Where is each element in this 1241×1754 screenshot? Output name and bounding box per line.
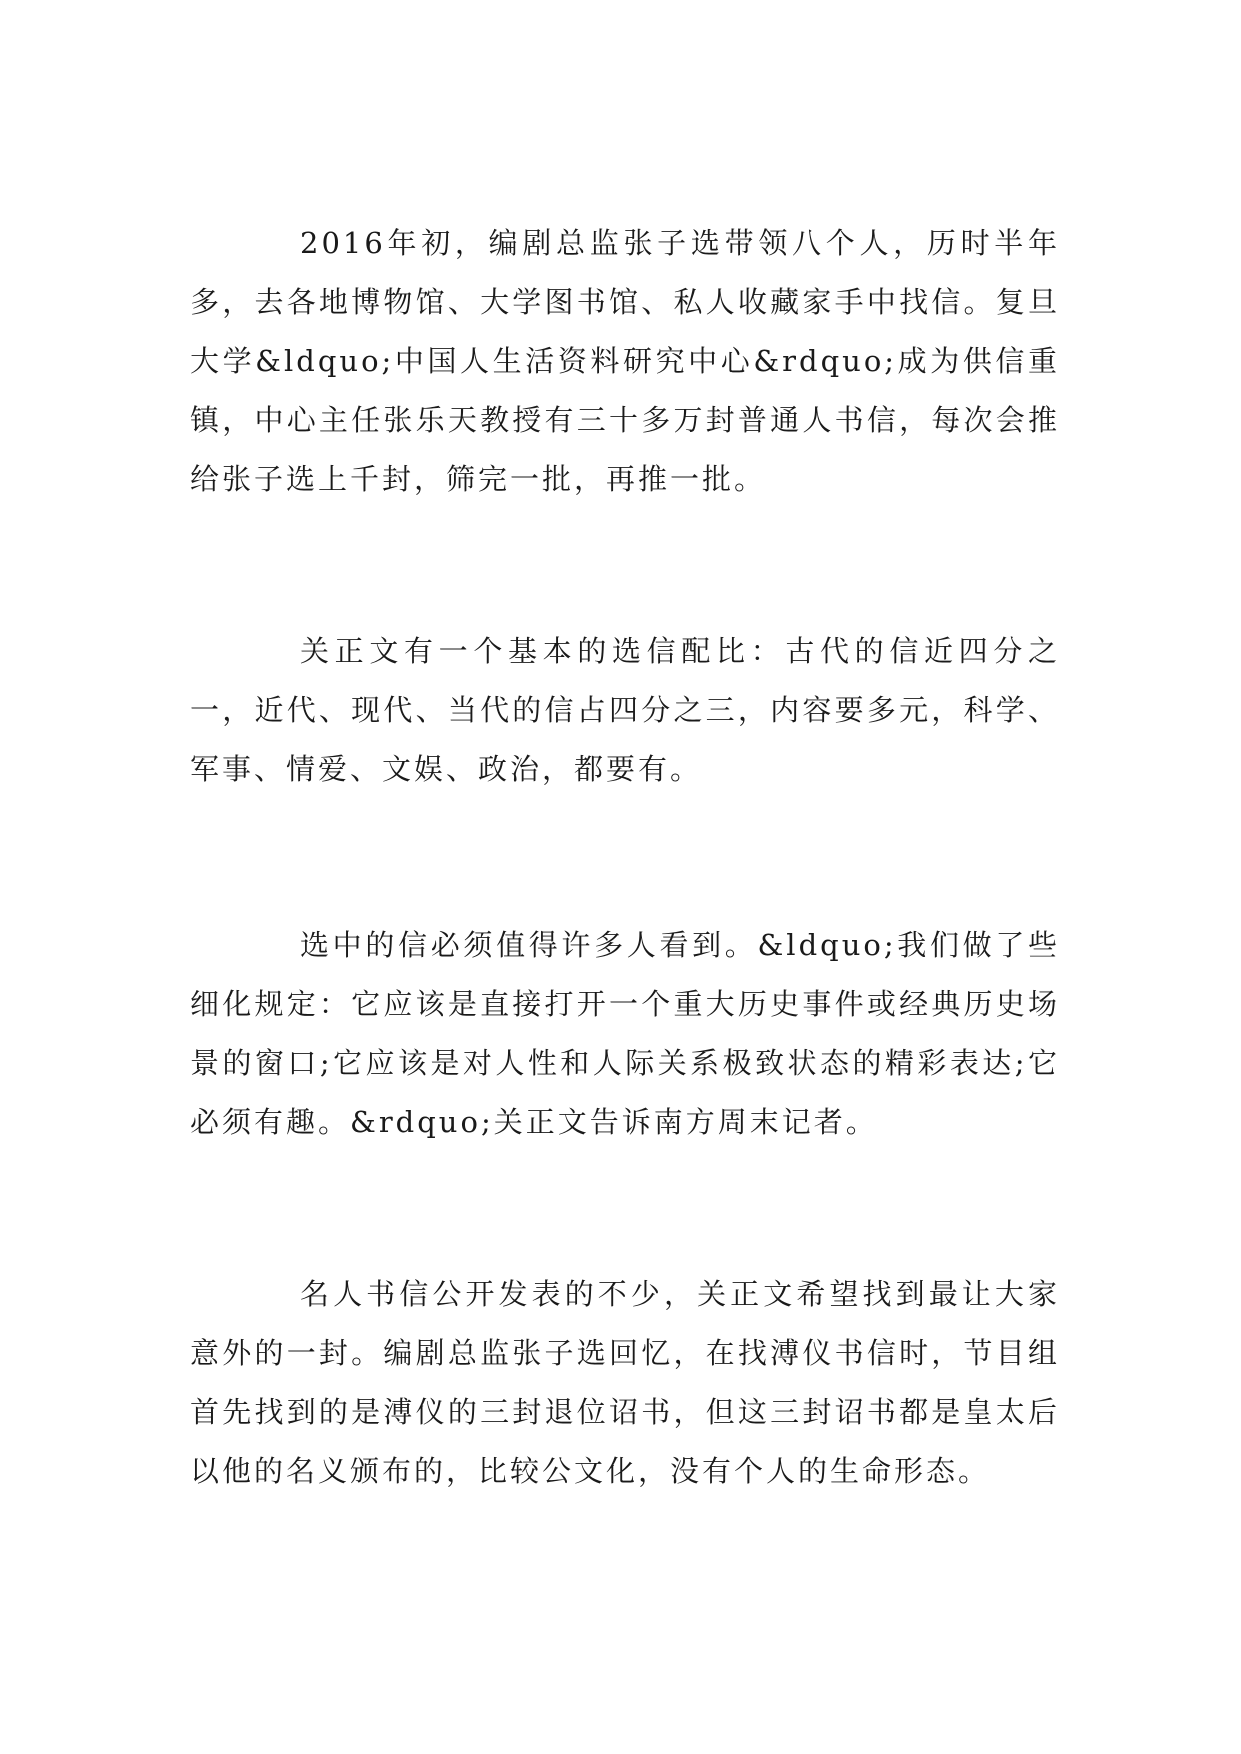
paragraph: 名人书信公开发表的不少，关正文希望找到最让大家意外的一封。编剧总监张子选回忆，在找溥仪书信时，节目组首先找到的是溥仪的三封退位诏书，但这三封诏书都是皇太后以他的名义颁布的，比较公文化，没有个人的生命形态。 [190,1277,1060,1488]
paragraph: 关正文有一个基本的选信配比：古代的信近四分之一，近代、现代、当代的信占四分之三，内容要多元，科学、军事、情爱、文娱、政治，都要有。 [190,634,1060,786]
paragraph: 2016年初，编剧总监张子选带领八个人，历时半年多，去各地博物馆、大学图书馆、私人收藏家手中找信。复旦大学&ldquo;中国人生活资料研究中心&rdquo;成为供信重镇，中心主任张乐天教授有三十多万封普通人书信，每次会推给张子选上千封，筛完一批，再推一批。 [190,226,1060,496]
paragraph: 选中的信必须值得许多人看到。&ldquo;我们做了些细化规定：它应该是直接打开一个重大历史事件或经典历史场景的窗口;它应该是对人性和人际关系极致状态的精彩表达;它必须有趣。&rdquo;关正文告诉南方周末记者。 [190,928,1060,1139]
